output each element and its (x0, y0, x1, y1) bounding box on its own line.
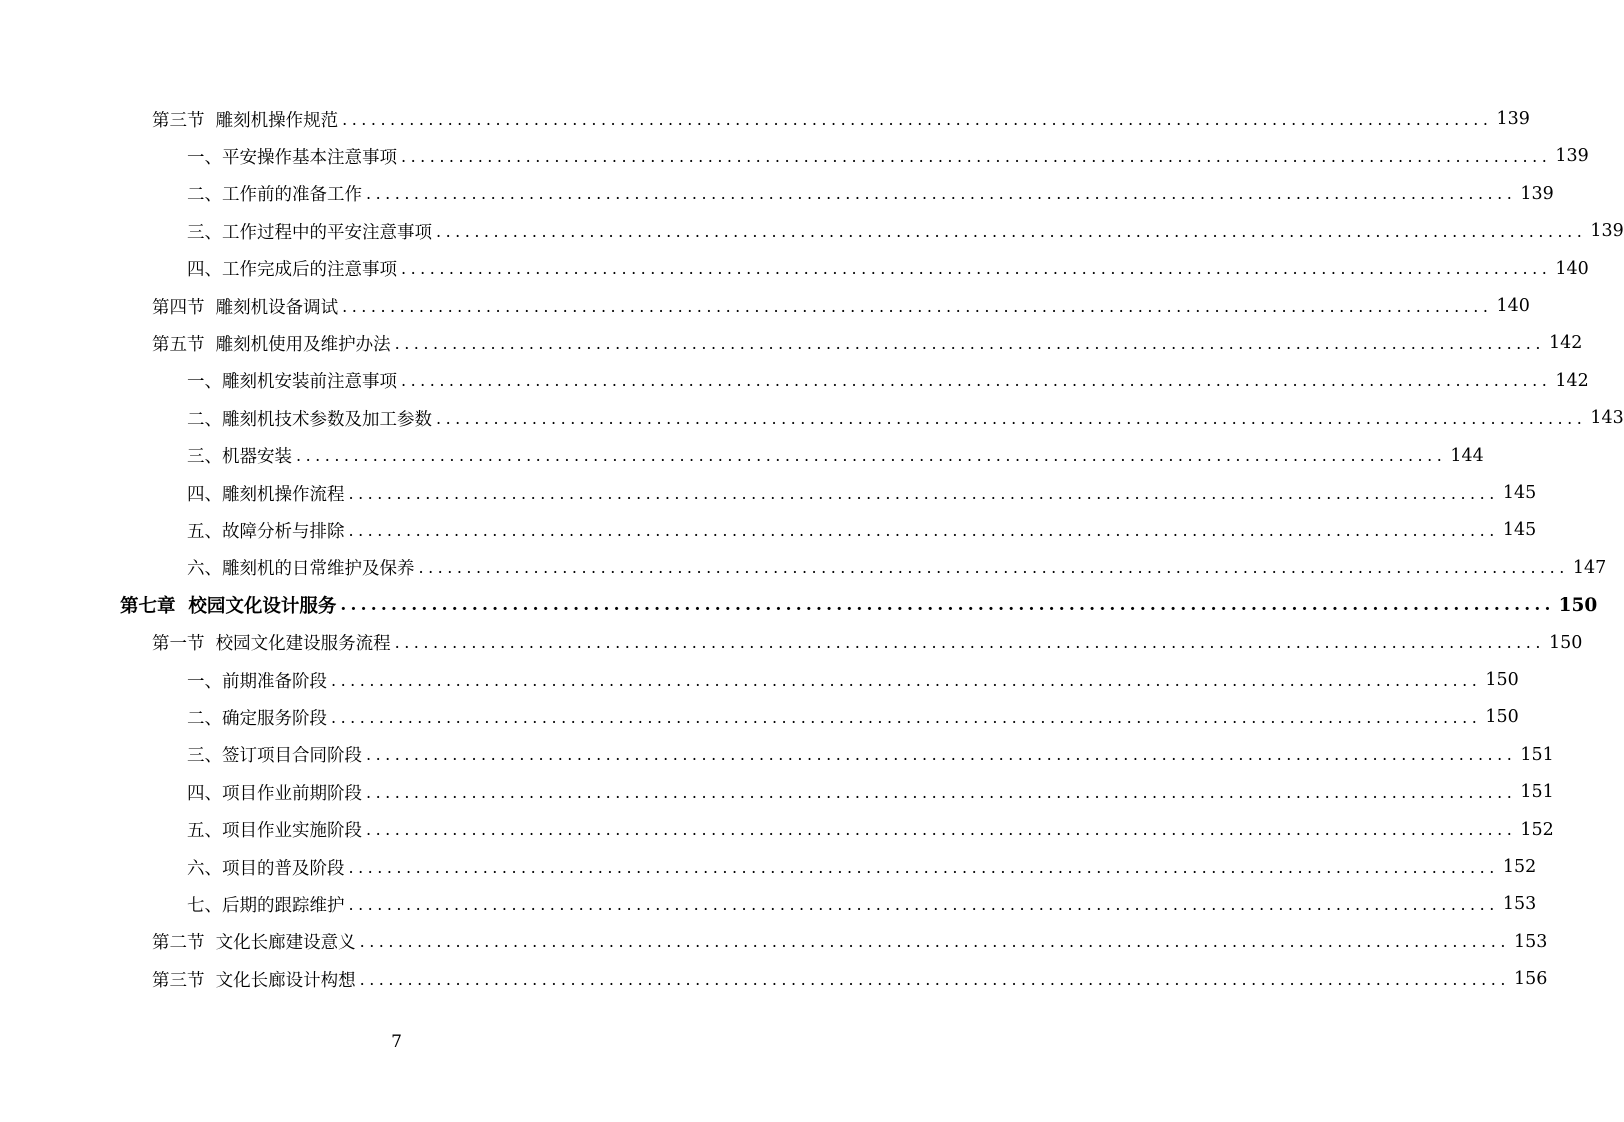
toc-entry-section (152, 291, 1530, 321)
toc-entry-title: 四、项目作业前期阶段 (187, 783, 362, 804)
toc-entry-item (187, 441, 1484, 471)
toc-dot-leader: ........................................................................................................................ (331, 670, 1482, 690)
toc-entry-item (187, 777, 1554, 807)
toc-dot-leader: ........................................................................................................................ (401, 371, 1552, 391)
toc-dot-leader: ........................................................................................................................ (296, 446, 1447, 466)
toc-dot-leader: ........................................................................................................................ (348, 483, 1499, 503)
toc-dot-leader: ........................................................................................................................ (436, 221, 1587, 241)
toc-entry-title: 第三节 雕刻机操作规范 (152, 110, 339, 131)
toc-entry-item (187, 889, 1537, 919)
toc-entry-item (187, 179, 1554, 209)
toc-entry-title: 三、工作过程中的平安注意事项 (187, 222, 432, 243)
toc-entry-item (187, 366, 1589, 396)
toc-dot-leader: ........................................................................................................................ (401, 146, 1552, 166)
toc-entry-page: 139 (1520, 183, 1554, 204)
toc-dot-leader: ........................................................................................................................ (366, 745, 1517, 765)
toc-entry-title: 三、签订项目合同阶段 (187, 746, 362, 767)
toc-entry-page: 150 (1485, 707, 1519, 728)
toc-entry-item (187, 403, 1624, 433)
toc-entry-page: 156 (1513, 969, 1548, 990)
toc-entry-page: 145 (1502, 483, 1537, 503)
toc-entry-title: 四、工作完成后的注意事项 (187, 260, 397, 281)
toc-dot-leader: ........................................................................................................................ (359, 932, 1510, 952)
toc-entry-page: 151 (1520, 744, 1554, 765)
toc-entry-page: 145 (1502, 520, 1537, 541)
toc-dot-leader: ........................................................................................................................ (340, 595, 1555, 616)
toc-entry-item (187, 478, 1537, 508)
toc-dot-leader: ........................................................................................................................ (418, 558, 1569, 578)
toc-entry-page: 140 (1496, 296, 1530, 316)
toc-entry-page: 139 (1555, 146, 1589, 167)
toc-entry-page: 143 (1590, 408, 1624, 429)
page-number: 7 (391, 1032, 402, 1052)
toc-entry-title: 五、项目作业实施阶段 (187, 821, 362, 842)
toc-entry-title: 二、确定服务阶段 (187, 708, 327, 729)
toc-entry-page: 151 (1520, 782, 1554, 803)
toc-entry-title: 一、平安操作基本注意事项 (187, 147, 397, 168)
toc-entry-page: 150 (1558, 594, 1598, 616)
toc-entry-title: 第三节 文化长廊设计构想 (152, 970, 356, 991)
toc-entry-title: 第二节 文化长廊建设意义 (152, 933, 356, 954)
toc-entry-item (187, 216, 1624, 246)
toc-entry-page: 153 (1502, 894, 1537, 915)
toc-entry-page: 139 (1590, 221, 1624, 242)
toc-entry-title: 第七章 校园文化设计服务 (120, 596, 337, 618)
toc-entry-item (187, 141, 1589, 171)
toc-entry-page: 144 (1450, 445, 1484, 466)
toc-dot-leader: ........................................................................................................................ (348, 857, 1499, 877)
toc-dot-leader: ........................................................................................................................ (348, 520, 1499, 540)
toc-dot-leader: ........................................................................................................................ (342, 296, 1493, 316)
toc-entry-page: 142 (1548, 333, 1583, 354)
toc-entry-section (152, 927, 1548, 957)
toc-entry-page: 152 (1520, 819, 1554, 840)
toc-dot-leader: ........................................................................................................................ (436, 408, 1587, 428)
toc-entry-page: 147 (1572, 557, 1607, 578)
toc-entry-item (187, 702, 1519, 732)
toc-entry-title: 七、后期的跟踪维护 (187, 895, 345, 916)
toc-entry-title: 二、雕刻机技术参数及加工参数 (187, 409, 432, 430)
toc-entry-title: 六、项目的普及阶段 (187, 858, 345, 879)
toc-dot-leader: ........................................................................................................................ (401, 259, 1552, 279)
toc-entry-page: 150 (1548, 632, 1583, 653)
toc-entry-item (187, 740, 1554, 770)
toc-entry-title: 一、雕刻机安装前注意事项 (187, 372, 397, 393)
toc-dot-leader: ........................................................................................................................ (342, 109, 1493, 129)
toc-entry-item (187, 553, 1607, 583)
toc-entry-title: 第四节 雕刻机设备调试 (152, 297, 339, 318)
toc-entry-page: 139 (1496, 109, 1530, 129)
toc-dot-leader: ........................................................................................................................ (359, 969, 1510, 989)
toc-entry-chapter (120, 590, 1598, 620)
toc-dot-leader: ........................................................................................................................ (394, 333, 1545, 353)
toc-entry-item (187, 515, 1537, 545)
toc-entry-page: 153 (1513, 931, 1548, 952)
toc-entry-item (187, 254, 1589, 284)
toc-entry-page: 150 (1485, 670, 1519, 690)
toc-entry-section (152, 328, 1583, 358)
toc-dot-leader: ........................................................................................................................ (366, 782, 1517, 802)
toc-entry-page: 152 (1502, 857, 1537, 877)
toc-entry-page: 140 (1555, 258, 1589, 279)
toc-entry-title: 二、工作前的准备工作 (187, 185, 362, 206)
toc-entry-section (152, 964, 1548, 994)
toc-entry-item (187, 665, 1519, 695)
toc-entry-item (187, 852, 1537, 882)
toc-dot-leader: ........................................................................................................................ (366, 184, 1517, 204)
toc-entry-title: 四、雕刻机操作流程 (187, 484, 345, 505)
toc-entry-title: 第一节 校园文化建设服务流程 (152, 634, 391, 655)
toc-entry-title: 一、前期准备阶段 (187, 671, 327, 692)
toc-entry-title: 三、机器安装 (187, 447, 292, 468)
toc-dot-leader: ........................................................................................................................ (394, 633, 1545, 653)
toc-entry-title: 六、雕刻机的日常维护及保养 (187, 559, 415, 580)
toc-entry-title: 第五节 雕刻机使用及维护办法 (152, 334, 391, 355)
toc-dot-leader: ........................................................................................................................ (366, 820, 1517, 840)
toc-entry-section (152, 628, 1583, 658)
toc-entry-page: 142 (1555, 370, 1589, 391)
toc-entry-title: 五、故障分析与排除 (187, 521, 345, 542)
toc-dot-leader: ........................................................................................................................ (331, 707, 1482, 727)
toc-dot-leader: ........................................................................................................................ (348, 894, 1499, 914)
toc-entry-section (152, 104, 1530, 134)
toc-entry-item (187, 815, 1554, 845)
